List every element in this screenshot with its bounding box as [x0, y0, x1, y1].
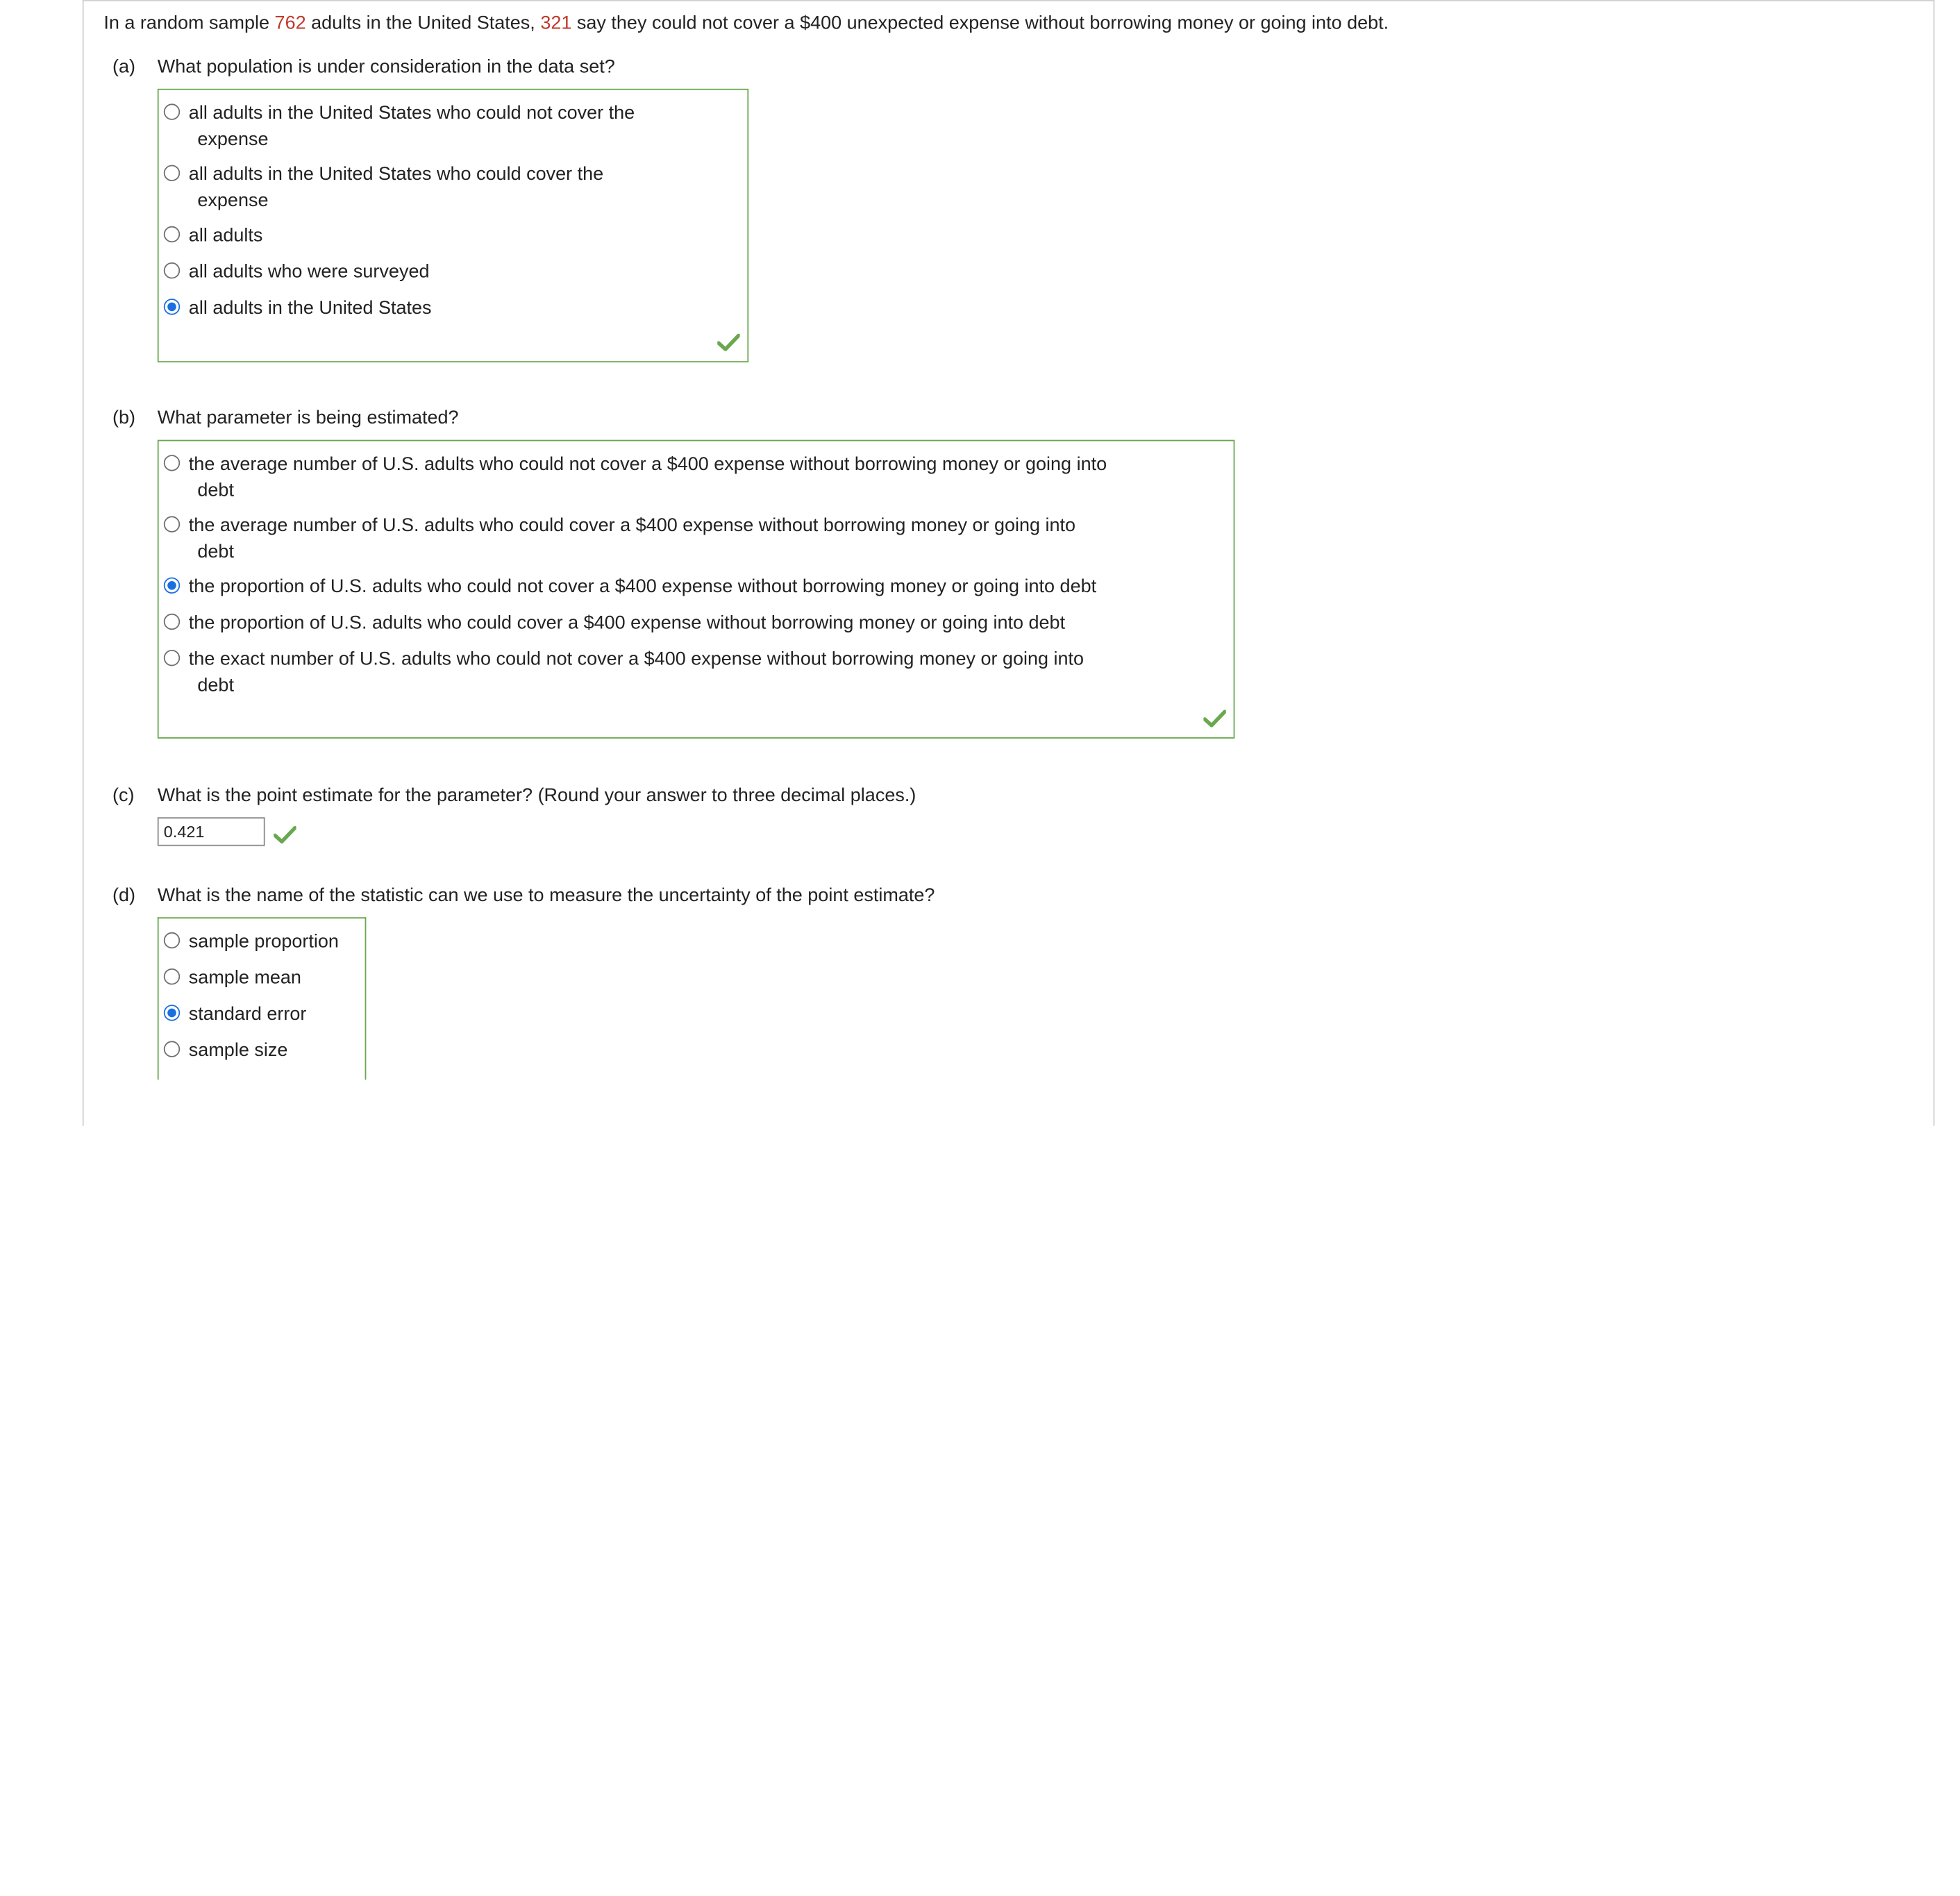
part-d-option-4-radio[interactable] — [164, 1041, 180, 1057]
part-d-question — [112, 884, 935, 906]
part-a-option-5-radio-selected[interactable] — [164, 299, 180, 314]
intro-text-middle: adults in the United States, — [305, 12, 541, 34]
part-a-option-5[interactable] — [164, 295, 432, 321]
part-a-option-1-label-cont: expense — [197, 128, 269, 150]
part-a-letter: (a) — [112, 56, 136, 78]
part-b-option-1-radio[interactable] — [164, 455, 180, 471]
part-b-option-1[interactable] — [164, 451, 1107, 504]
part-a-option-3-label: all adults — [188, 225, 263, 246]
part-c-question — [112, 785, 916, 806]
part-b-option-4-radio[interactable] — [164, 614, 180, 630]
part-b-option-5[interactable] — [164, 646, 1084, 699]
part-b-option-4-label: the proportion of U.S. adults who could cover a $400 expense without borrowing money or going into debt — [188, 612, 1066, 634]
part-b-option-3-radio-selected[interactable] — [164, 578, 180, 594]
count-value: 321 — [540, 12, 572, 34]
part-a-option-3-radio[interactable] — [164, 226, 180, 242]
part-d-option-1[interactable] — [164, 928, 339, 955]
part-a-option-2[interactable] — [164, 161, 603, 214]
part-b-question-text: What parameter is being estimated? — [157, 407, 459, 429]
part-b-option-3-label: the proportion of U.S. adults who could not cover a $400 expense without borrowing money or going into debt — [188, 576, 1097, 598]
part-a-question — [112, 56, 615, 78]
part-d-option-2[interactable] — [164, 965, 301, 991]
part-b-option-2-label: the average number of U.S. adults who could cover a $400 expense without borrowing money or going into — [188, 514, 1076, 537]
sample-size-value: 762 — [274, 12, 306, 34]
part-b-option-5-radio[interactable] — [164, 650, 180, 666]
part-d-option-2-radio[interactable] — [164, 968, 180, 984]
part-d-option-3[interactable] — [164, 1001, 307, 1027]
intro-text-prefix: In a random sample — [103, 12, 275, 34]
part-a-option-4-radio[interactable] — [164, 262, 180, 278]
part-b-option-2[interactable] — [164, 512, 1075, 565]
part-b-question — [112, 408, 459, 429]
part-b-option-4[interactable] — [164, 610, 1065, 636]
part-d-option-4[interactable] — [164, 1037, 288, 1064]
part-a-option-2-label-cont: expense — [197, 190, 269, 212]
part-b-option-1-label-cont: debt — [197, 480, 234, 501]
part-d-question-text: What is the name of the statistic can we use to measure the uncertainty of the point estimate? — [157, 884, 935, 906]
part-d-option-1-label: sample proportion — [188, 931, 339, 953]
part-a-option-2-radio[interactable] — [164, 165, 180, 181]
part-d-option-2-label: sample mean — [188, 967, 301, 989]
part-b-option-1-label: the average number of U.S. adults who could not cover a $400 expense without borrowing money or going into — [188, 453, 1107, 475]
question-intro — [103, 12, 1389, 34]
part-d-option-4-label: sample size — [188, 1039, 288, 1062]
part-d-option-3-label: standard error — [188, 1003, 307, 1025]
part-c-checkmark-icon — [274, 826, 296, 844]
part-a-answer-box — [158, 89, 748, 362]
part-c-letter: (c) — [112, 785, 135, 806]
part-b-option-5-label: the exact number of U.S. adults who could not cover a $400 expense without borrowing money or going into — [188, 648, 1084, 670]
part-a-checkmark-icon — [717, 334, 739, 351]
part-b-checkmark-icon — [1203, 710, 1225, 727]
part-d-option-1-radio[interactable] — [164, 932, 180, 948]
part-a-option-4-label: all adults who were surveyed — [188, 261, 430, 283]
part-a-question-text: What population is under consideration in the data set? — [157, 56, 615, 78]
part-b-letter: (b) — [112, 407, 136, 429]
part-c-question-text: What is the point estimate for the parameter? (Round your answer to three decimal places.) — [157, 785, 916, 806]
part-a-option-5-label: all adults in the United States — [188, 297, 432, 319]
part-a-option-4[interactable] — [164, 259, 430, 285]
part-b-option-5-label-cont: debt — [197, 675, 234, 696]
part-a-option-2-label: all adults in the United States who could cover the — [188, 163, 604, 185]
part-b-option-2-radio[interactable] — [164, 516, 180, 532]
part-d-option-3-radio-selected[interactable] — [164, 1005, 180, 1021]
point-estimate-input[interactable] — [158, 817, 265, 846]
part-d-letter: (d) — [112, 884, 136, 906]
part-a-option-1-radio[interactable] — [164, 103, 180, 119]
part-a-option-3[interactable] — [164, 222, 263, 249]
part-b-answer-box — [158, 440, 1235, 739]
part-b-option-3[interactable] — [164, 573, 1096, 600]
part-b-option-2-label-cont: debt — [197, 541, 234, 562]
intro-text-suffix: say they could not cover a $400 unexpected expense without borrowing money or going into debt. — [571, 12, 1389, 34]
part-d-answer-box — [158, 917, 367, 1080]
part-a-option-1[interactable] — [164, 100, 635, 153]
part-a-option-1-label: all adults in the United States who could not cover the — [188, 102, 635, 124]
